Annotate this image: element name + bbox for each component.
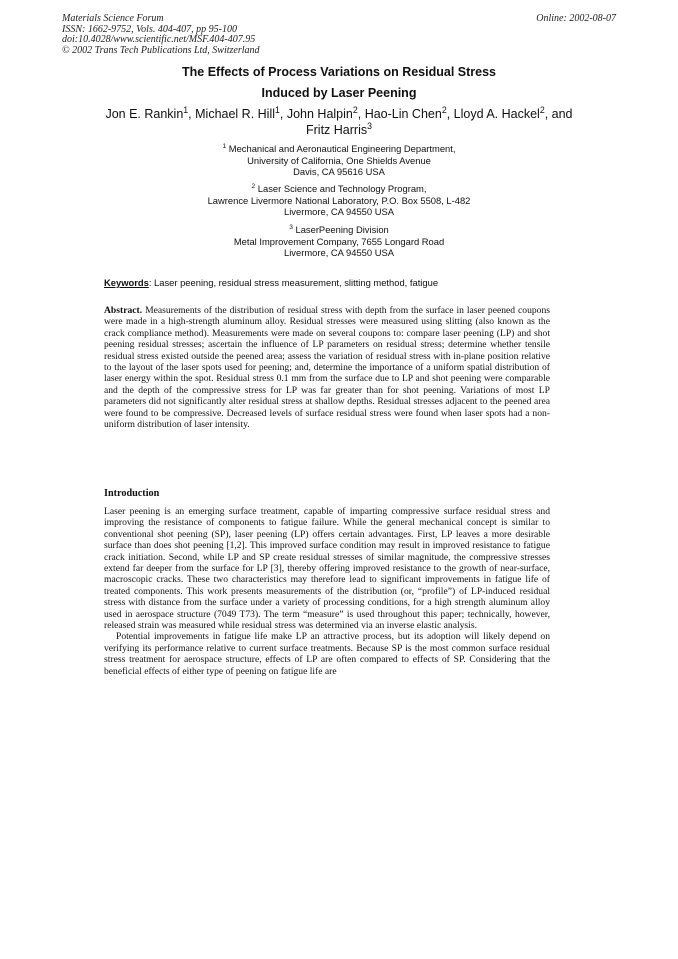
author-name: Michael R. Hill — [195, 107, 276, 121]
title-line-1: The Effects of Process Variations on Residual Stress — [182, 65, 496, 79]
doi-line: doi:10.4028/www.scientific.net/MSF.404-407.95 — [62, 34, 256, 46]
affiliation-block — [0, 183, 678, 218]
issn-line: ISSN: 1662-9752, Vols. 404-407, pp 95-100 — [62, 23, 237, 35]
author-name: Jon E. Rankin — [105, 107, 184, 121]
online-date: Online: 2002-08-07 — [536, 13, 616, 24]
affiliation-block — [0, 224, 678, 259]
affiliation-line: Livermore, CA 94550 USA — [284, 247, 394, 259]
author-affiliation-mark: 2 — [539, 104, 545, 115]
author-affiliation-mark: 1 — [183, 104, 189, 115]
affiliation-line: Davis, CA 95616 USA — [293, 166, 385, 178]
author-list: Jon E. Rankin$^1$, Michael R. Hill$^1$, John Halpin$^2$, Hao-Lin Chen$^2$, Lloyd A. Hackel$^2$, and Fritz Harris$^3$ — [105, 104, 573, 137]
affiliation-number: 3 — [289, 223, 293, 231]
keywords-label: Keywords — [104, 277, 149, 288]
paragraph: Laser peening is an emerging surface treatment, capable of imparting compressive surface residual stress and improving the resistance of components to fatigue failure. While the general mechanical concept is similar to conventional shot peening (SP), laser peening (LP) offers certain advantages. First, LP leaves a more desirable surface than does shot peening [1,2]. This improved surface condition may result in improved resistance to fatigue crack initiation. Second, while LP and SP create residual stresses of similar magnitude, the compressive stresses extend far deeper from the surface for LP [3], thereby offering improved resistance to the growth of near-surface, macroscopic cracks. These two characteristics may therefore lead to significant improvements in fatigue life of treated components. This work presents measurements of the distribution (or, “profile”) of LP-induced residual stress with distance from the surface under a variety of processing conditions, for a high strength aluminum alloy used in aerospace structure (7049 T73). The term “measure” is used throughout this paper; technically, however, released strain was measured while residual stress was determined via an inverse elastic analysis. — [104, 506, 550, 632]
paper-title — [0, 62, 678, 104]
affiliation-number: 2 — [251, 182, 256, 190]
author-name: Lloyd A. Hackel — [453, 107, 540, 121]
running-header — [62, 14, 616, 56]
author-affiliation-mark: 3 — [367, 120, 372, 131]
abstract-label: Abstract. — [104, 305, 143, 316]
affiliation-line: Lawrence Livermore National Laboratory, P.O. Box 5508, L-482 — [207, 194, 471, 206]
author-affiliation-mark: 2 — [352, 104, 358, 115]
affiliation-line: Livermore, CA 94550 USA — [284, 206, 394, 218]
author-affiliation-mark: 2 — [441, 104, 447, 115]
author-name: Fritz Harris — [306, 123, 368, 137]
author-conjunction: and — [551, 107, 573, 121]
journal-name: Materials Science Forum — [62, 13, 164, 24]
affiliation-block — [0, 143, 678, 178]
paragraph: Potential improvements in fatigue life make LP an attractive process, but its adoption will likely depend on verifying its performance relative to current surface treatments. Because SP is the most common surface residual stress treatment for aerospace structure, effects of LP are often compared to effects of SP. Considering that the beneficial effects of either type of peening on fatigue life are — [104, 631, 550, 677]
section-heading: Introduction — [104, 488, 160, 499]
keywords-line: Keywords: Laser peening, residual stress measurement, slitting method, fatigue — [104, 277, 439, 288]
copyright-line: © 2002 Trans Tech Publications Ltd, Switzerland — [62, 44, 260, 56]
introduction-body — [104, 506, 550, 677]
title-line-2: Induced by Laser Peening — [261, 86, 417, 100]
affiliation-line: Laser Science and Technology Program, — [257, 183, 427, 194]
author-name: John Halpin — [286, 107, 353, 121]
abstract — [104, 305, 550, 430]
affiliation-number: 1 — [222, 142, 227, 150]
abstract-text: Measurements of the distribution of residual stress with depth from the surface in laser peened coupons were made in a high-strength aluminum alloy. Residual stresses were measured using slitting (also known as the crack compliance method). Measurements were made on several coupons to: compare laser peening (LP) and shot peening residual stresses; ascertain the influence of LP parameters on residual stress; determine whether tensile residual stress existed outside the peened area; assess the variation of residual stress with in-plane position relative to the layout of the laser spots used for peening; and, determine the importance of a uniform spatial distribution of laser energy within the spot. Residual stress 0.1 mm from the surface due to LP and shot peening were comparable and the depth of the compressive stress for LP was far greater than for shot peening. Variations of most LP parameters did not significantly alter residual stress at shallow depths. Residual stresses adjacent to the peened area were found to be compressive. Decreased levels of surface residual stress were found when laser spots had a non-uniform distribution of laser intensity. — [104, 305, 550, 431]
affiliation-line: Mechanical and Aeronautical Engineering Department, — [228, 143, 456, 154]
keywords-text: Laser peening, residual stress measurement, slitting method, fatigue — [154, 277, 439, 288]
author-affiliation-mark: 1 — [275, 104, 280, 115]
affiliation-line: LaserPeening Division — [295, 224, 389, 235]
affiliation-line: University of California, One Shields Avenue — [247, 154, 431, 166]
affiliation-line: Metal Improvement Company, 7655 Longard Road — [233, 235, 445, 247]
author-name: Hao-Lin Chen — [364, 107, 442, 121]
